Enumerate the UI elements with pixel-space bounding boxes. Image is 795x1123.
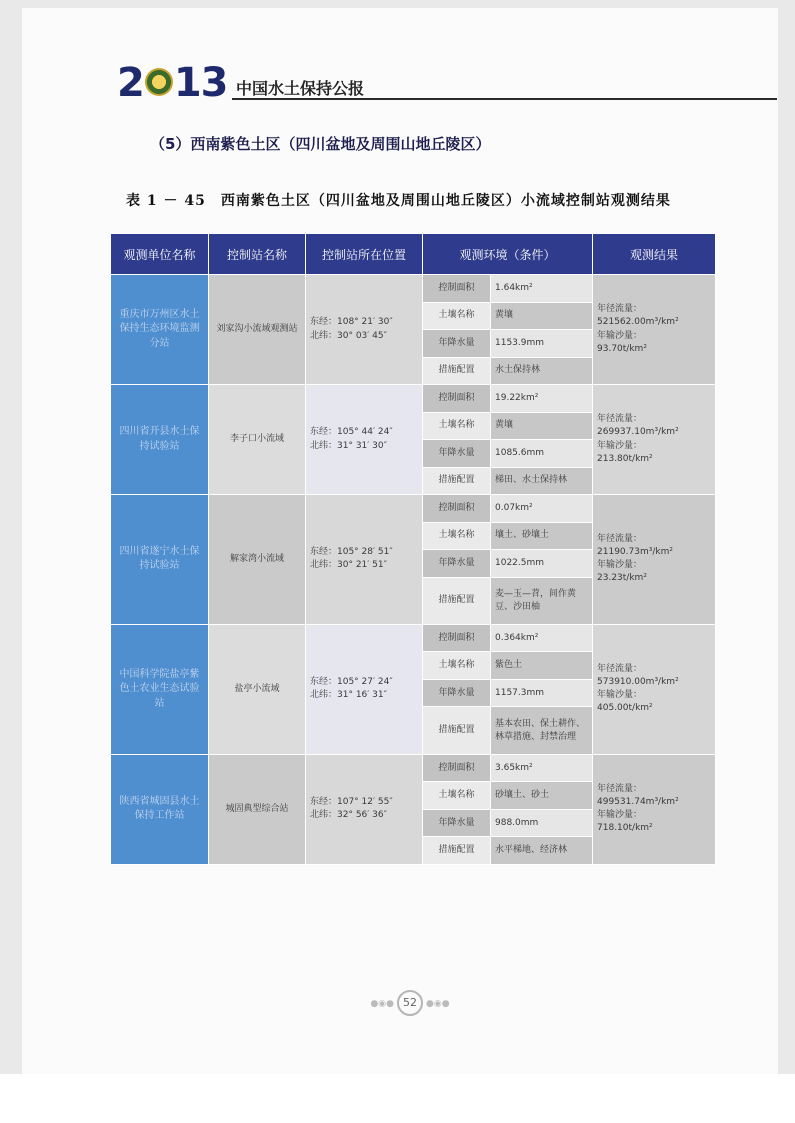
col-location: 控制站所在位置 <box>306 234 423 275</box>
sediment-label: 年输沙量： <box>597 330 643 341</box>
env-value-cell: 水土保持林 <box>491 357 593 385</box>
table-row <box>111 385 716 413</box>
location-cell <box>306 754 423 864</box>
location-cell <box>306 275 423 385</box>
section-heading: （5）西南紫色土区（四川盆地及周围山地丘陵区） <box>150 135 491 153</box>
sediment-value: 213.80t/km² <box>597 453 653 464</box>
env-key-cell: 控制面积 <box>423 275 491 303</box>
longitude: 东经：105° 28′ 51″ <box>310 547 393 558</box>
table-header-row <box>111 234 716 275</box>
env-value-cell: 黄壤 <box>491 412 593 440</box>
sediment-label: 年输沙量： <box>597 690 643 701</box>
runoff-label: 年径流量： <box>597 664 643 675</box>
env-key-cell: 控制面积 <box>423 754 491 782</box>
col-environment: 观测环境（条件） <box>423 234 593 275</box>
env-key-cell: 土壤名称 <box>423 782 491 810</box>
env-value-cell: 紫色土 <box>491 652 593 680</box>
env-value-cell: 壤土、砂壤土 <box>491 522 593 550</box>
runoff-label: 年径流量： <box>597 304 643 315</box>
report-header <box>117 62 777 104</box>
longitude: 东经：105° 44′ 24″ <box>310 427 393 438</box>
env-key-cell: 措施配置 <box>423 707 491 754</box>
runoff-value: 269937.10m³/km² <box>597 427 679 438</box>
env-key-cell: 控制面积 <box>423 495 491 523</box>
runoff-label: 年径流量： <box>597 414 643 425</box>
latitude: 北纬：32° 56′ 36″ <box>310 810 387 821</box>
table-row <box>111 754 716 782</box>
unit-name-cell: 四川省开县水土保持试验站 <box>111 385 209 495</box>
scan-margin <box>0 1074 795 1123</box>
env-value-cell: 1157.3mm <box>491 679 593 707</box>
env-key-cell: 土壤名称 <box>423 412 491 440</box>
unit-name-cell: 中国科学院盐亭紫色土农业生态试验站 <box>111 624 209 754</box>
env-value-cell: 0.364km² <box>491 624 593 652</box>
station-name-cell: 城固典型综合站 <box>209 754 306 864</box>
unit-name-cell: 重庆市万州区水土保持生态环境监测分站 <box>111 275 209 385</box>
table-caption: 表 1 － 45 西南紫色土区（四川盆地及周围山地丘陵区）小流域控制站观测结果 <box>126 193 671 209</box>
env-key-cell: 土壤名称 <box>423 522 491 550</box>
report-title: 中国水土保持公报 <box>236 79 365 98</box>
result-cell <box>593 624 716 754</box>
col-station: 控制站名称 <box>209 234 306 275</box>
sediment-label: 年输沙量： <box>597 810 643 821</box>
env-key-cell: 措施配置 <box>423 577 491 624</box>
location-cell <box>306 385 423 495</box>
result-cell <box>593 495 716 625</box>
runoff-value: 573910.00m³/km² <box>597 677 679 688</box>
env-key-cell: 控制面积 <box>423 385 491 413</box>
env-key-cell: 措施配置 <box>423 837 491 865</box>
env-key-cell: 土壤名称 <box>423 652 491 680</box>
env-key-cell: 年降水量 <box>423 440 491 468</box>
runoff-label: 年径流量： <box>597 784 643 795</box>
env-value-cell: 3.65km² <box>491 754 593 782</box>
runoff-value: 21190.73m³/km² <box>597 547 673 558</box>
env-value-cell: 988.0mm <box>491 809 593 837</box>
latitude: 北纬：30° 03′ 45″ <box>310 330 387 341</box>
sediment-label: 年输沙量： <box>597 440 643 451</box>
env-key-cell: 年降水量 <box>423 679 491 707</box>
sediment-label: 年输沙量： <box>597 560 643 571</box>
col-result: 观测结果 <box>593 234 716 275</box>
env-key-cell: 控制面积 <box>423 624 491 652</box>
env-key-cell: 年降水量 <box>423 550 491 578</box>
location-cell <box>306 624 423 754</box>
runoff-label: 年径流量： <box>597 534 643 545</box>
env-value-cell: 1085.6mm <box>491 440 593 468</box>
table-row <box>111 275 716 303</box>
env-value-cell: 水平梯地、经济林 <box>491 837 593 865</box>
env-value-cell: 基本农田、保土耕作、林草措施、封禁治理 <box>491 707 593 754</box>
longitude: 东经：107° 12′ 55″ <box>310 797 393 808</box>
env-value-cell: 麦—玉—苕，间作黄豆、沙田柚 <box>491 577 593 624</box>
page-number: ●◉● 52 ●◉● <box>370 990 450 1016</box>
latitude: 北纬：31° 16′ 31″ <box>310 690 387 701</box>
env-key-cell: 措施配置 <box>423 357 491 385</box>
station-name-cell: 盐亭小流域 <box>209 624 306 754</box>
unit-name-cell: 陕西省城固县水土保持工作站 <box>111 754 209 864</box>
sediment-value: 23.23t/km² <box>597 573 647 584</box>
location-cell <box>306 495 423 625</box>
sediment-value: 93.70t/km² <box>597 343 647 354</box>
unit-name-cell: 四川省遂宁水土保持试验站 <box>111 495 209 625</box>
result-cell <box>593 754 716 864</box>
env-key-cell: 措施配置 <box>423 467 491 495</box>
env-value-cell: 1.64km² <box>491 275 593 303</box>
latitude: 北纬：30° 21′ 51″ <box>310 560 387 571</box>
longitude: 东经：105° 27′ 24″ <box>310 677 393 688</box>
sediment-value: 718.10t/km² <box>597 823 653 834</box>
header-divider <box>232 98 777 100</box>
longitude: 东经：108° 21′ 30″ <box>310 317 393 328</box>
col-unit: 观测单位名称 <box>111 234 209 275</box>
table-row <box>111 624 716 652</box>
result-cell <box>593 385 716 495</box>
station-name-cell: 刘家沟小流域观测站 <box>209 275 306 385</box>
result-cell <box>593 275 716 385</box>
env-key-cell: 年降水量 <box>423 330 491 358</box>
sediment-value: 405.00t/km² <box>597 703 653 714</box>
runoff-value: 521562.00m³/km² <box>597 317 679 328</box>
env-value-cell: 砂壤土、砂土 <box>491 782 593 810</box>
env-value-cell: 黄壤 <box>491 302 593 330</box>
env-value-cell: 1153.9mm <box>491 330 593 358</box>
env-value-cell: 19.22km² <box>491 385 593 413</box>
latitude: 北纬：31° 31′ 30″ <box>310 440 387 451</box>
observation-table <box>110 233 716 865</box>
table-row <box>111 495 716 523</box>
env-key-cell: 土壤名称 <box>423 302 491 330</box>
env-key-cell: 年降水量 <box>423 809 491 837</box>
year-logo: 2 13 <box>117 60 228 106</box>
station-name-cell: 李子口小流域 <box>209 385 306 495</box>
env-value-cell: 0.07km² <box>491 495 593 523</box>
env-value-cell: 梯田、水土保持林 <box>491 467 593 495</box>
emblem-icon <box>145 68 173 96</box>
station-name-cell: 解家湾小流域 <box>209 495 306 625</box>
runoff-value: 499531.74m³/km² <box>597 797 679 808</box>
env-value-cell: 1022.5mm <box>491 550 593 578</box>
